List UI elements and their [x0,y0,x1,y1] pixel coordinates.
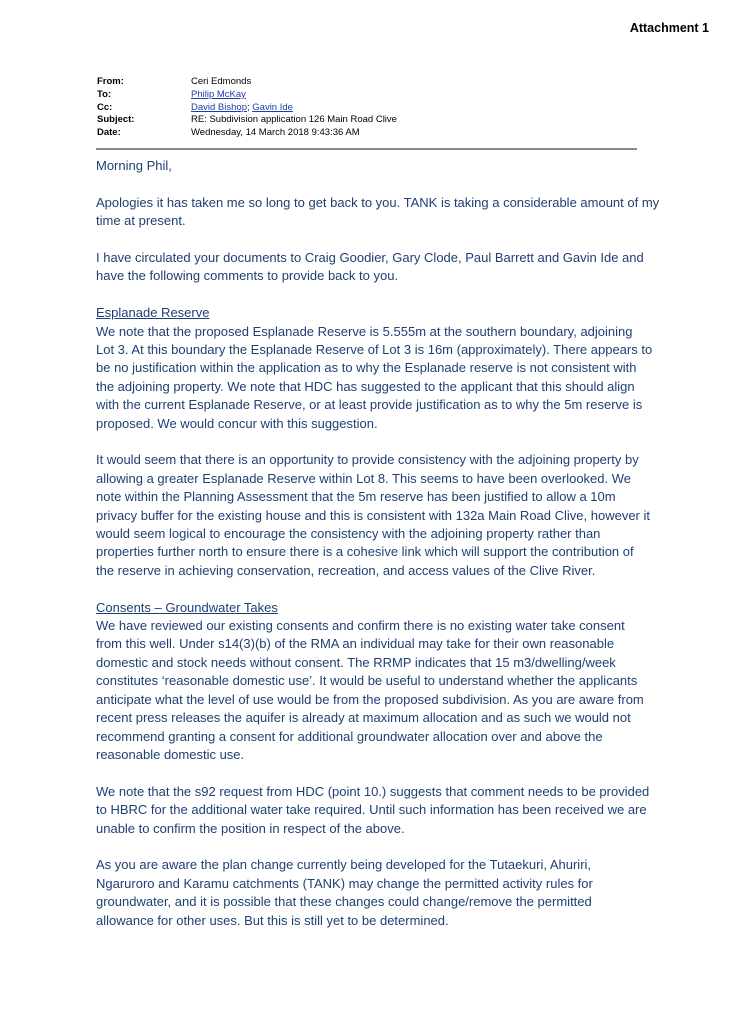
text-line: the reserve in achieving conservation, recreation, and access values of the Clive River. [96,562,596,578]
attachment-label: Attachment 1 [629,21,709,35]
cc-separator: ; [246,101,250,113]
section-title-groundwater: Consents – Groundwater Takes [96,599,278,615]
cc-row [97,102,637,115]
text-line: It would seem that there is an opportunity to provide consistency with the adjoining property by [96,452,639,468]
text-line: domestic and stock needs without consent. The RRMP indicates that 15 m3/dwelling/week [96,654,616,670]
from-value: Ceri Edmonds [191,76,252,87]
date-row [97,127,637,140]
text-line: recommend granting a consent for additional groundwater allocation over and above the [96,728,603,744]
email-header [97,76,637,140]
text-line: note within the Planning Assessment that the 5m reserve has been justified to allow a 10m [96,489,616,505]
text-line: Ngaruroro and Karamu catchments (TANK) may change the permitted activity rules for [96,875,593,891]
subject-row [97,114,637,127]
text-line: privacy buffer for the existing house and this is consistent with 132a Main Road Clive, however it [96,507,650,523]
text-line: constitutes ‘reasonable domestic use’. It would be useful to understand whether the applicants [96,673,638,689]
date-label: Date: [97,127,121,139]
text-line: allowance for other uses. But this is still yet to be determined. [96,912,449,928]
text-line: the adjoining property. We note that HDC has suggested to the applicant that this should align [96,378,635,394]
text-line: We note that the s92 request from HDC (point 10.) suggests that comment needs to be provided [96,783,650,799]
cc-label: Cc: [97,101,113,113]
text-line: anticipate what the level of use would be from the proposed subdivision. As you are aware from [96,691,644,707]
text-line: I have circulated your documents to Craig Goodier, Gary Clode, Paul Barrett and Gavin Ide and [96,250,644,265]
text-line: be no justification within the application as to why the Esplanade reserve is not consistent with [96,360,637,376]
email-body [96,157,660,948]
date-value: Wednesday, 14 March 2018 9:43:36 AM [191,127,360,139]
cc-value-link-2[interactable]: Gavin Ide [252,101,293,113]
paragraph-plan-change [96,856,641,930]
text-line: proposed. We would concur with this suggestion. [96,415,378,431]
section-title-esplanade: Esplanade Reserve [96,305,210,321]
paragraph-s92-request [96,783,650,838]
text-line: from this well. Under s14(3)(b) of the RMA an individual may take for their own reasonable [96,636,615,652]
paragraph-circulated [96,249,644,286]
greeting: Morning Phil, [96,158,172,173]
section-esplanade-reserve [96,304,653,433]
subject-label: Subject: [97,114,135,126]
text-line: would seem logical to encourage the consistency with the adjoining property rather than [96,526,601,542]
text-line: to HBRC for the additional water take required. Until such information has been received we are [96,802,647,818]
text-line: Apologies it has taken me so long to get back to you. TANK is taking a considerable amount of my [96,194,660,210]
from-row [97,76,637,89]
text-line: Lot 3. At this boundary the Esplanade Reserve of Lot 3 is 16m (approximately). There appears to [96,342,653,358]
paragraph-consistency [96,451,650,580]
from-label: From: [97,76,124,87]
to-value-link[interactable]: Philip McKay [191,88,246,100]
text-line: As you are aware the plan change currently being developed for the Tutaekuri, Ahuriri, [96,857,592,873]
text-line: allowing a greater Esplanade Reserve within Lot 8. This seems to have been overlooked. We [96,470,631,486]
to-row [97,89,637,102]
text-line: properties further north to ensure there is a cohesive link which will support the contribution of [96,544,634,560]
text-line: have the following comments to provide back to you. [96,268,399,284]
text-line: We have reviewed our existing consents and confirm there is no existing water take consent [96,618,625,634]
header-divider [96,148,637,150]
text-line: groundwater, and it is possible that these changes could change/remove the permitted [96,894,592,910]
to-label: To: [97,88,112,100]
text-line: time at present. [96,213,186,229]
subject-value: RE: Subdivision application 126 Main Road Clive [191,114,397,126]
text-line: recent press releases the aquifer is already at maximum allocation and as such we would not [96,710,631,726]
text-line: reasonable domestic use. [96,746,245,762]
paragraph-apologies [96,194,660,231]
text-line: We note that the proposed Esplanade Reserve is 5.555m at the southern boundary, adjoining [96,323,633,339]
section-groundwater-takes [96,599,644,765]
cc-value-link-1[interactable]: David Bishop [191,101,247,113]
text-line: with the current Esplanade Reserve, or at least provide justification as to why the 5m reserve is [96,397,643,413]
text-line: unable to confirm the position in respect of the above. [96,820,405,836]
